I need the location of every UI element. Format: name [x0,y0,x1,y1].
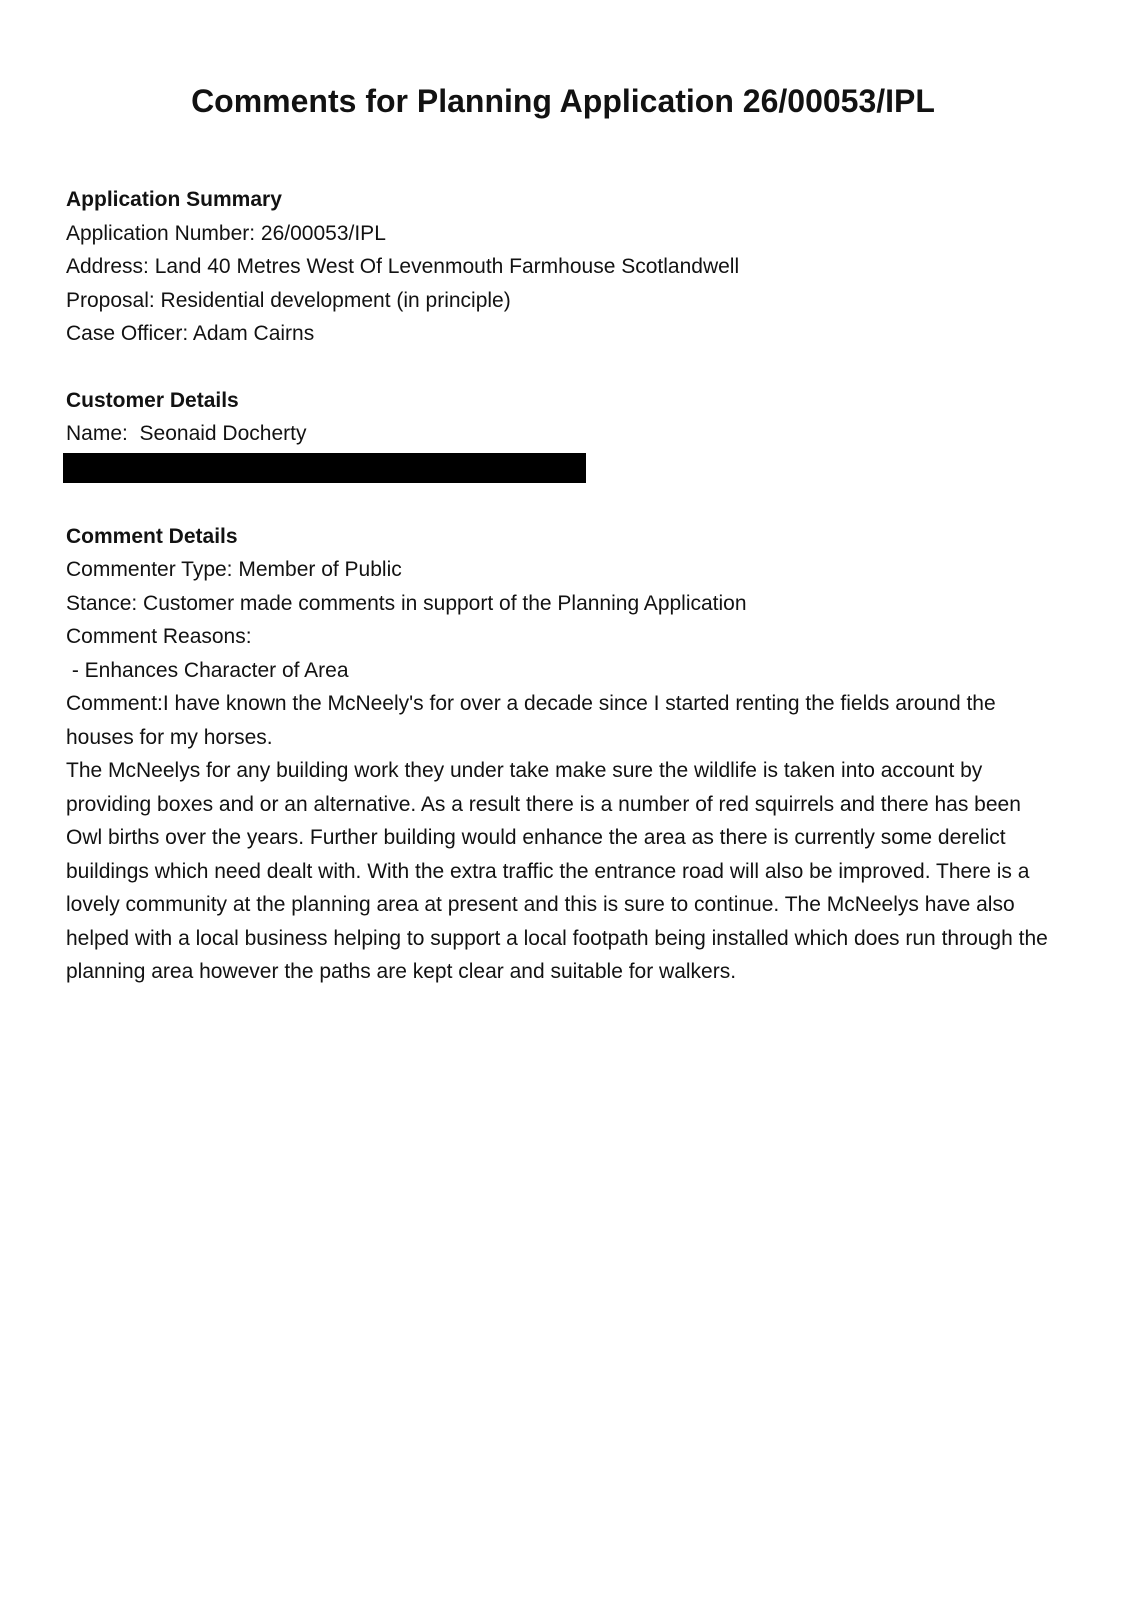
application-summary-section [66,183,1060,351]
comment-reasons-label: Comment Reasons: [66,625,252,648]
customer-name-line: Name: Seonaid Docherty [66,422,307,445]
comment-paragraph: Comment:I have known the McNeely's for over a decade since I started renting the fields around the houses for my horses. [66,692,996,749]
comment-details-section [66,520,1060,989]
stance-line: Stance: Customer made comments in support of the Planning Application [66,591,747,615]
comment-paragraph: The McNeelys for any building work they under take make sure the wildlife is taken into account by providing boxes and or an alternative. As a result there is a number of red squirrels and there has been Owl births over the years. Further building would enhance the area as there is currently some derelict buildings which need dealt with. With the extra traffic the entrance road will also be improved. There is a lovely community at the planning area at present and this is sure to continue. The McNeelys have also helped with a local business helping to support a local footpath being installed which does run through the planning area however the paths are kept clear and suitable for walkers. [66,759,1048,983]
comment-reason-item: - Enhances Character of Area [66,658,349,682]
redacted-contact-details-bar [63,453,586,483]
customer-details-section [66,384,1060,483]
case-officer-line: Case Officer: Adam Cairns [66,322,315,345]
page-title: Comments for Planning Application 26/00053/IPL [191,83,935,119]
customer-details-heading: Customer Details [66,388,239,412]
address-line: Address: Land 40 Metres West Of Levenmouth Farmhouse Scotlandwell [66,255,740,278]
application-number-line: Application Number: 26/00053/IPL [66,221,386,245]
comment-details-heading: Comment Details [66,524,238,548]
proposal-line: Proposal: Residential development (in principle) [66,288,511,312]
commenter-type-line: Commenter Type: Member of Public [66,558,402,581]
application-summary-heading: Application Summary [66,188,282,211]
